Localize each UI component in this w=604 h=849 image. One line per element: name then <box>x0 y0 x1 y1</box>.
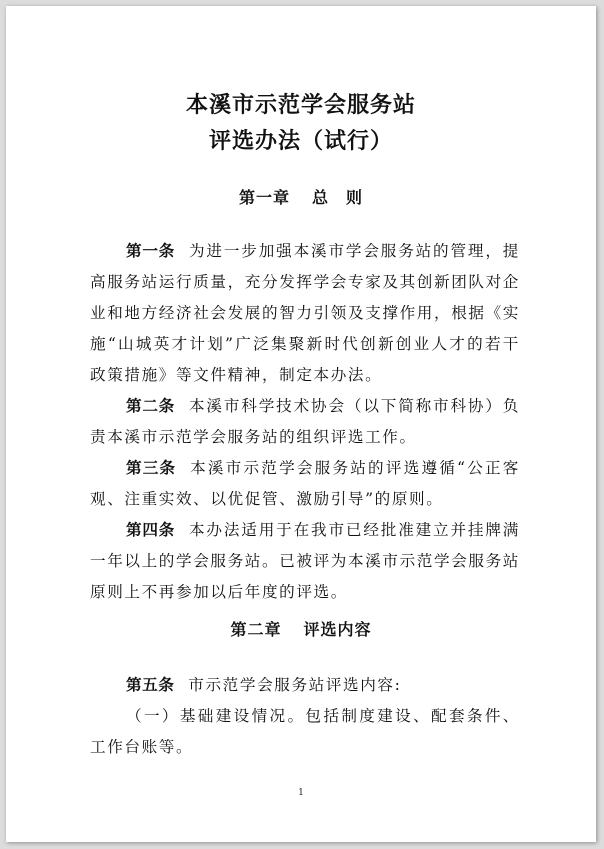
article-2-text: 本溪市科学技术协会（以下简称市科协）负责本溪市示范学会服务站的组织评选工作。 <box>90 397 520 446</box>
chapter-1-heading <box>6 190 596 206</box>
article-2 <box>90 391 520 453</box>
article-1 <box>90 236 520 391</box>
document-page <box>6 6 596 842</box>
chapter-1-number: 第一章 <box>238 188 290 207</box>
article-5-text: 市示范学会服务站评选内容: <box>188 676 402 694</box>
article-3 <box>90 453 520 515</box>
document-title-line2: 评选办法（试行） <box>208 128 393 154</box>
chapter-2-heading <box>6 622 596 638</box>
article-2-label: 第二条 <box>126 397 175 415</box>
page-number: 1 <box>298 788 304 798</box>
article-3-label: 第三条 <box>126 459 177 477</box>
article-1-text: 为进一步加强本溪市学会服务站的管理，提高服务站运行质量，充分发挥学会专家及其创新团队对企业和地方经济社会发展的智力引领及支撑作用，根据《实施“山城英才计划”广泛集聚新时代创新创业人才的若干政策措施》等文件精神，制定本办法。 <box>90 242 520 384</box>
article-1-label: 第一条 <box>126 242 175 260</box>
chapter-2-name: 评选内容 <box>303 620 372 639</box>
article-5-item-1: （一）基础建设情况。包括制度建设、配套条件、工作台账等。 <box>90 707 520 756</box>
article-4 <box>90 515 520 608</box>
document-title-line1: 本溪市示范学会服务站 <box>185 92 416 118</box>
article-5-label: 第五条 <box>126 676 175 694</box>
chapter-2-number: 第二章 <box>230 620 282 639</box>
chapter-1-name: 总 则 <box>312 188 364 207</box>
article-5 <box>90 670 520 701</box>
article-4-label: 第四条 <box>126 521 175 539</box>
article-3-text: 本溪市示范学会服务站的评选遵循“公正客观、注重实效、以优促管、激励引导”的原则。 <box>90 459 520 508</box>
article-4-text: 本办法适用于在我市已经批准建立并挂牌满一年以上的学会服务站。已被评为本溪市示范学会服务站原则上不再参加以后年度的评选。 <box>90 521 520 601</box>
